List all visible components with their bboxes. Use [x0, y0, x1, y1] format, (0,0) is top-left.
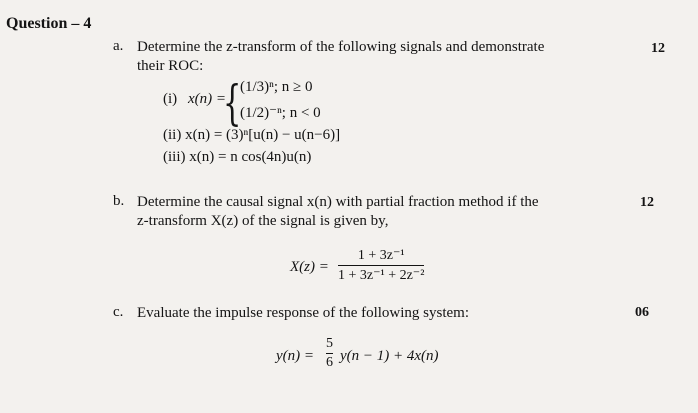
part-c-lhs: y(n) = — [276, 348, 315, 364]
part-b-line1: Determine the causal signal x(n) with partial fraction method if the — [137, 194, 539, 210]
part-c-line1: Evaluate the impulse response of the following system: — [137, 305, 470, 321]
fraction-bar — [326, 353, 333, 354]
part-b-line2: z-transform X(z) of the signal is given by, — [137, 213, 389, 229]
part-c-frac-num: 5 — [326, 336, 333, 351]
part-c-rhs: y(n − 1) + 4x(n) — [340, 348, 439, 364]
part-b-numerator: 1 + 3z⁻¹ — [357, 248, 405, 263]
part-a-i-label: (i) — [163, 91, 178, 107]
part-a-line2: their ROC: — [137, 58, 204, 74]
question-title: Question – 4 — [6, 15, 92, 32]
fraction-bar — [338, 265, 424, 266]
part-a-iii: (iii) x(n) = n cos(4n)u(n) — [163, 149, 312, 165]
piecewise-brace: { — [223, 75, 242, 131]
part-c-frac-den: 6 — [326, 355, 333, 370]
part-b-marks: 12 — [640, 195, 654, 210]
part-c-marks: 06 — [635, 305, 649, 320]
part-a-line1: Determine the z-transform of the following signals and demonstrate — [137, 39, 545, 55]
part-a-i-case2: (1/2)⁻ⁿ; n < 0 — [240, 105, 321, 121]
part-b-denominator: 1 + 3z⁻¹ + 2z⁻² — [338, 268, 425, 283]
part-b-lhs: X(z) = — [290, 259, 329, 275]
part-a-i-case1: (1/3)ⁿ; n ≥ 0 — [240, 79, 313, 95]
part-c-label: c. — [113, 304, 124, 320]
part-b-label: b. — [113, 193, 125, 209]
part-b-fraction — [338, 247, 424, 284]
part-a-ii: (ii) x(n) = (3)ⁿ[u(n) − u(n−6)] — [163, 127, 341, 143]
part-a-i-lhs: x(n) = — [188, 91, 227, 107]
part-c-fraction — [326, 336, 333, 371]
part-a-marks: 12 — [651, 41, 665, 56]
part-a-label: a. — [113, 38, 124, 54]
